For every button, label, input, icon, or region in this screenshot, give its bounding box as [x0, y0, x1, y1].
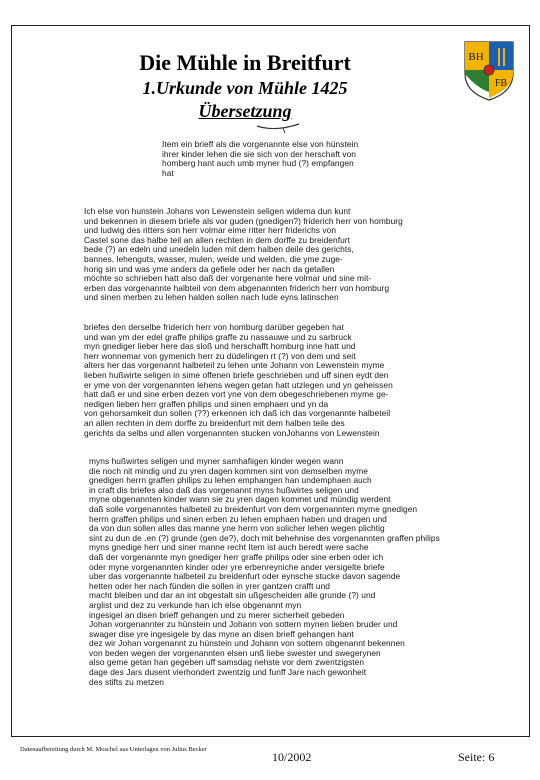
crest-letters-bottom: FB — [494, 78, 508, 89]
text-line: und sinen merben zu lehen halden sollen nach lude eyns latinschen — [84, 292, 339, 303]
text-line: uber das vorgenannte halbeteil zu breidenfurt oder eynsche stucke davon sagende — [89, 571, 401, 582]
text-line: swager dise yre ingesigele by das myne an disen brieff gehangen hant — [89, 628, 354, 639]
text-line: nedigen lieben herr graffen philips und sinen emphaen und yn da — [84, 398, 329, 409]
text-line: von gehorsamkeit dun sollen (??) erkennen ich daß ich das vorgenannte halbeteil — [84, 408, 391, 419]
crest-letters-top: BH — [468, 51, 484, 63]
text-line: von beden wegen der vorgenannten elsen unß liebe swester und swegerynen — [89, 647, 381, 658]
scan-mark-decoration — [255, 120, 305, 134]
text-line: briefes den derselbe friderich herr von homburg darüber gegeben hat — [84, 322, 344, 332]
text-line: myne obgenannten kinder wann sie zu yren dagen kommet und mündig werdent — [89, 494, 391, 505]
text-line: er yme von der vorgenannten lehens wegen getan hatt utzlegen und yn geheissen — [84, 379, 393, 390]
text-line: des stifts zu metzen — [89, 676, 165, 687]
text-line: in craft dis briefes also daß das vorgenannt myns hußwirtes seligen und — [89, 484, 359, 495]
footer-page-number: Seite: 6 — [458, 750, 495, 764]
text-line: Castel sone das halbe teil an allen rechten in dem dorffe zu breidenfurt — [84, 234, 351, 245]
paragraph-1 — [162, 140, 358, 178]
text-line: gnedigen herrn graffen philips zu lehen emphangen han undemphaen auch — [89, 475, 372, 486]
footer-date: 10/2002 — [272, 750, 312, 764]
text-line: lieben hußwirte seligen in sime offenen briefe geschrieben und uff sinen eydt den — [84, 369, 389, 380]
paragraph-3 — [84, 323, 393, 438]
text-line: alters her das vorgenannt halbeteil zu lehen unte Johann von Lewenstein myme — [84, 360, 385, 371]
text-line: also geme getan han gegeben uff samsdag nehste vor dem zwentzigsten — [89, 657, 365, 668]
text-line: bannes, lehenguts, wasser, mulen, weide und welden, die yme zuge- — [84, 253, 343, 264]
text-line: hat — [162, 167, 174, 178]
text-line: Ich else von hunstein Johans von Lewenstein seligen widema dun kunt — [84, 206, 351, 216]
text-line: myns hußwirtes seligen und myner samhafiigen kinder wegen wann — [89, 456, 344, 466]
paragraph-4 — [89, 457, 440, 687]
text-line: macht bleiben und dar an int obgestalt sin ußgescheiden alle grunde (?) und — [89, 590, 376, 601]
text-line: erben das vorgenannte halbteil von dem abgenannten friderich herr von homburg — [84, 282, 390, 293]
text-line: und ludwig des ritters son herr volmar eime ritter herr friderichs von — [84, 225, 337, 236]
footer-credit: Datenaufbereitung durch M. Moschel aus Unterlagen von Julius Becker — [20, 746, 207, 753]
document-subtitle: 1.Urkunde von Mühle 1425 — [142, 78, 348, 98]
text-line: sint zu dun de .en (?) grunde (gen de?), doch mit behehnise des vorgenannten graffen philips — [89, 532, 440, 543]
text-line: myns gnedige herr und siner manne recht Item ist auch beredt were sache — [89, 542, 369, 553]
text-line: horig sin und was yme anders da gefiele oder her nach da getallen — [84, 263, 335, 274]
text-line: dez wir Johan vorgenannt zu hünstein und Johann von sottern obgenannt bekennen — [89, 638, 405, 649]
text-line: daß solle vorgenanntes halbeteil zu breidenfurt von dem vorgenannten myme gnedigen — [89, 503, 418, 514]
coat-of-arms-icon — [463, 40, 515, 102]
document-title: Die Mühle in Breitfurt — [139, 50, 351, 75]
text-line: ihrer kinder lehen die sie sich von der herschaft von — [162, 148, 356, 159]
text-line: hetten oder her nach fünden die sollen in yrer gantzen crafft und — [89, 580, 331, 591]
text-line: homberg hant auch umb myner hud (?) empfangen — [162, 158, 354, 169]
text-line: und wan ym der edel graffe philips graffe zu nassauwe und zu sarbruck — [84, 331, 352, 342]
text-line: an allen rechten in dem dorffe zu breidenfurt mit dem halben teile des — [84, 417, 345, 428]
text-line: arglist und dez zu verkunde han ich else obgenannt myn — [89, 599, 302, 610]
text-line: die noch nit mindig und zu yren dagen kommen sint von demselben myme — [89, 465, 368, 476]
text-line: herrn graffen philips und sinen erben zu lehen emphaen haben und dragen und — [89, 513, 387, 524]
text-line: und bekennen in diesem briefe als vor guden (gnedigen?) friderich herr von homburg — [84, 215, 403, 226]
text-line: gerichts da selbs und allen vorgenannten stucken vonJohanns von Lewenstein — [84, 427, 380, 438]
text-line: oder myne vorgenannten kinder oder yre erbenreyniche ander versigelte briefe — [89, 561, 385, 572]
text-line: myn gnediger lieber here das sloß und herschafft homburg inne hatt und — [84, 341, 356, 352]
text-line: ingesigel an disen brieff gehangen und zu merer sicherheit gebeden — [89, 609, 345, 620]
text-line: bede (?) an edeln und unedeln luden mit dem halben deile des gerichts, — [84, 244, 354, 255]
text-line: herr wonnemar von gymenich herr zu düdelingen rt (?) von dem und seit — [84, 350, 356, 361]
text-line: hatt daß er und sine erben dezen vort yne von dem obegeschriebenen myme ge- — [84, 389, 389, 400]
text-line: Johan vorgenannter zu hünstein und Johann von sottern mynen lieben bruder und — [89, 619, 398, 630]
text-line: da von dun sollen alles das manne yne herrn von solicher lehen wegen plichtig — [89, 523, 385, 534]
text-line: Item ein brieff als die vorgenannte else von hünstein — [162, 139, 359, 149]
section-heading: Übersetzung — [198, 101, 292, 121]
paragraph-2 — [84, 207, 403, 303]
text-line: daß der vorgenannte myn gnediger herr graffe philips oder sine erben oder ich — [89, 551, 384, 562]
text-line: dage des Jars dusent vierhondert zwentzig und funff Jare nach gewonheit — [89, 667, 367, 678]
text-line: möchte so schrieben hatt also daß der vorgenante here volmar und sine mit- — [84, 273, 372, 284]
